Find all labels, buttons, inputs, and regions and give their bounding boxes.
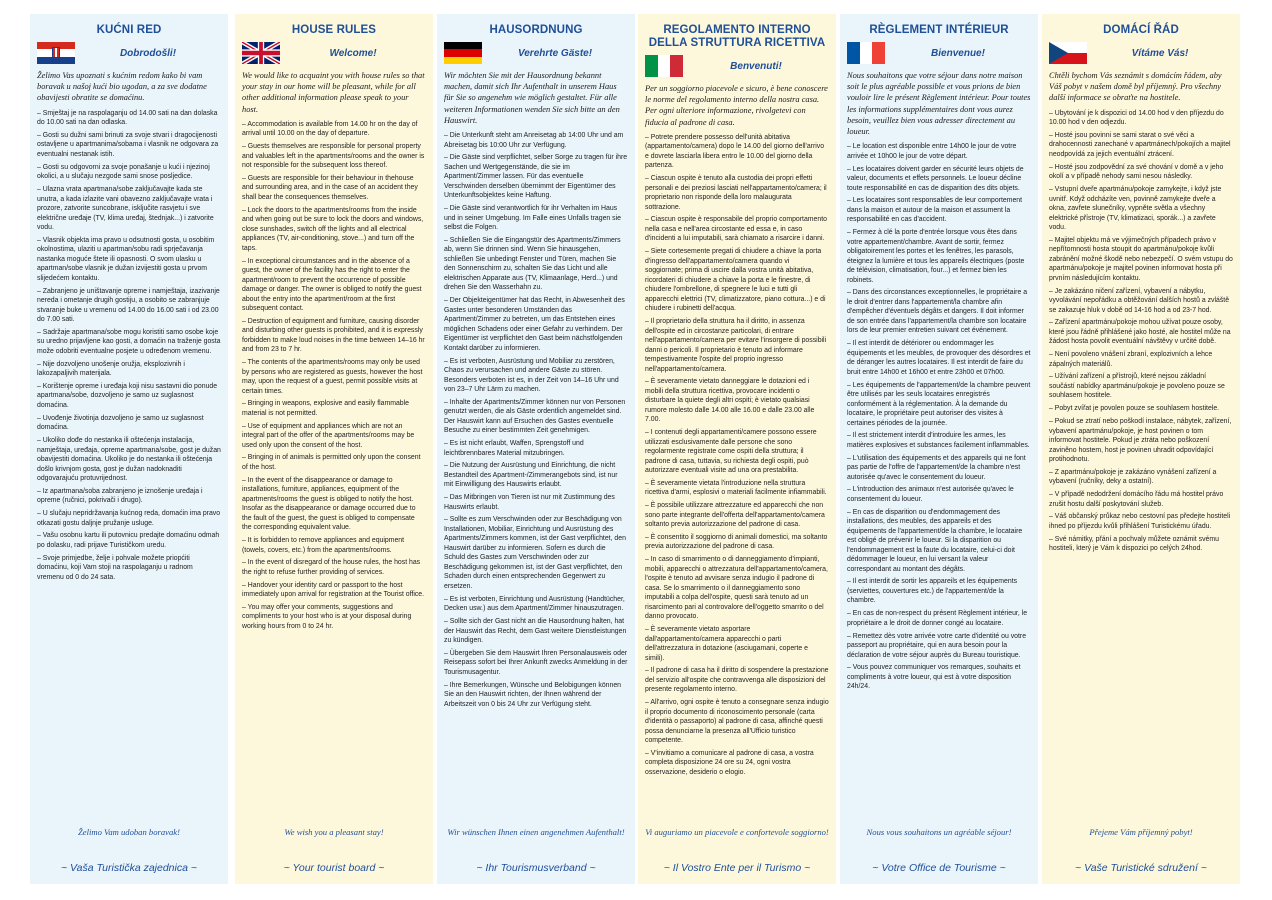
rule-item: – Der Objekteigentümer hat das Recht, in Abwesenheit des Gastes unter besonderen Umständen das Apartment/Zimmer zu betreten, um das Entstehen eines möglichen Schadens oder einer Gefahr zu verhindern. Der Eigentümer ist verpflichtet den Gast beim nächstfolgenden Kontakt darüber zu informieren. [444, 296, 628, 353]
rules-list [847, 142, 1031, 692]
rule-item: – Dans des circonstances exceptionnelles, le propriétaire a le droit d'entrer dans l'appartement/la chambre afin d'empêcher d'éventuels dégâts et dangers. Il doit informer de son entrée dans l'appartement/la chambre son locataire lors de leur premier entretien suivant cet événement. [847, 288, 1031, 336]
czech-flag-icon [1049, 42, 1087, 64]
uk-flag-icon [242, 42, 280, 64]
intro-text: Per un soggiorno piacevole e sicuro, è bene conoscere le norme del regolamento interno della nostra casa. Per ogni ulteriore informazione, rivolgetevi con fiducia al padrone di casa. [645, 84, 828, 127]
greeting: Dobrodošli! [119, 47, 177, 59]
rule-item: – Use of equipment and appliances which are not an integral part of the offer of the apartments/rooms may be used only upon the consent of the host. [242, 422, 426, 451]
rule-item: – In the event of the disappearance or damage to installations, furniture, appliances, equipment of the apartments/rooms the guest is obliged to notify the host. Insofar as the disappearance or damage occurred due to the fault of the guest, the guest is obliged to compensate the corresponding equivalent value. [242, 476, 426, 533]
intro-text: Želimo Vas upoznati s kućnim redom kako bi vam boravak u našoj kući bio ugodan, a za sve dodatne obavijesti obratite se domaćinu. [37, 71, 207, 103]
rule-item: – Es ist nicht erlaubt, Waffen, Sprengstoff und leichtbrennbares Material mitzubringen. [444, 439, 628, 458]
rule-item: – Z apartmánu/pokoje je zakázáno vynášení zařízení a vybavení (ručníky, deky a ostatní). [1049, 468, 1233, 487]
rule-item: – Bringing in of animals is permitted only upon the consent of the host. [242, 453, 426, 472]
flag-row [242, 42, 426, 64]
rule-item: – Sollte sich der Gast nicht an die Hausordnung halten, hat der Hauswirt das Recht, dem Gast weitere Dienstleistungen zu kündigen. [444, 617, 628, 646]
column-title: REGOLAMENTO INTERNO DELLA STRUTTURA RICETTIVA [648, 24, 826, 49]
rule-item: – Ihre Bemerkungen, Wünsche und Belobigungen können Sie an den Hauswirt richten, der Ihnen während der Arbeitszeit von 0 bis 24 Uhr zur Verfügung steht. [444, 681, 628, 710]
intro-text: Nous souhaitons que votre séjour dans notre maison soit le plus agréable possible et vous prions de bien vouloir lire le présent Règlement intérieur. Pour toutes les informations supplémentaires dont vous aurez besoin, veuillez bien vous adresser directement au loueur. [847, 71, 1031, 137]
rule-item: – Gosti su dužni sami brinuti za svoje stvari i dragocijenosti ostavljene u apartmanima/sobama i vlasnik ne odgovara za eventualni nestanak istih. [37, 131, 221, 160]
rule-item: – Majitel objektu má ve výjimečných případech právo v nepřítomnosti hosta stoupit do apartmánu/pokoje kvůli zabránění možné škodě nebo nebezpečí. O svém vstupu do apartmánu/pokoje je majitel povinen informovat hosta při prvním následujícím kontaktu. [1049, 236, 1233, 284]
rule-item: – Schließen Sie die Eingangstür des Apartments/Zimmers ab, wenn Sie drinnen sind. Wenn Sie hinausgehen, schließen Sie unbedingt Fenster und Türen, machen Sie den Sonnenschirm zu, schalten Sie das Licht und alle elektrischen Apparate aus (TV, Klimaanlage, Herd...) und drehen Sie den Wasserhahn zu. [444, 236, 628, 293]
rule-item: – Uvođenje životinja dozvoljeno je samo uz suglasnost domaćina. [37, 414, 221, 433]
rule-item: – Ciascun ospite è tenuto alla custodia dei propri effetti personali e dei preziosi lasciati nell'appartamento/camera; il proprietario non risponde della loro malaugurata sottrazione. [645, 174, 829, 212]
rule-item: – Pobyt zvířat je povolen pouze se souhlasem hostitele. [1049, 404, 1233, 414]
rules-column [30, 14, 228, 884]
closing-wish: We wish you a pleasant stay! [284, 827, 384, 837]
rule-item: – All'arrivo, ogni ospite è tenuto a consegnare senza indugio il proprio documento di riconoscimento personale (carta d'identità o passaporto) al padrone di casa, affinché questi possa denunciarne la presenza all'Ufficio turistico competente. [645, 698, 829, 746]
tourist-board-signature: ~ Votre Office de Tourisme ~ [872, 862, 1006, 874]
rule-item: – Svoje primjedbe, želje i pohvale možete priopćiti domaćinu, koji Vam stoji na raspolaganju u radnom vremenu od 0 do 24 sata. [37, 554, 221, 583]
greeting: Vítáme Vás! [1131, 47, 1189, 59]
closing-wish: Nous vous souhaitons un agréable séjour! [866, 827, 1012, 837]
rule-item: – Die Gäste sind verantwortlich für ihr Verhalten im Haus und in seiner Umgebung. Im Falle eines Unfalls tragen sie selbst die Folgen. [444, 204, 628, 233]
rule-item: – Vous pouvez communiquer vos remarques, souhaits et compliments à votre loueur, qui est à votre disposition 24h/24. [847, 663, 1031, 692]
croatia-flag-icon [37, 42, 75, 64]
rule-item: – È severamente vietata l'introduzione nella struttura ricettiva d'armi, esplosivi o materiali facilmente infiammabili. [645, 479, 829, 498]
rule-item: – Váš občanský průkaz nebo cestovní pas předejte hostiteli ihned po příjezdu kvůli přihlášení Turistickému úřadu. [1049, 512, 1233, 531]
tourist-board-signature: ~ Il Vostro Ente per il Turismo ~ [663, 862, 811, 874]
closing-wish: Wir wünschen Ihnen einen angenehmen Aufenthalt! [447, 827, 625, 837]
rule-item: – Hosté jsou povinni se sami starat o své věci a drahocennosti zanechané v apartmánech/pokojích a majitel neodpovídá za jejich eventuální ztrácení. [1049, 131, 1233, 160]
rule-item: – The contents of the apartments/rooms may only be used by persons who are registered as guests, however the host may, upon the request of a guest, permit possible visits at certain times. [242, 358, 426, 396]
rules-column [1042, 14, 1240, 884]
rule-item: – Les équipements de l'appartement/de la chambre peuvent être utilisés par les seuls locataires enregistrés conformément à la réglementation. À la demande du locataire, le propriétaire peut autoriser des visites à certaines périodes de la journée. [847, 381, 1031, 429]
rule-item: – È severamente vietato asportare dall'appartamento/camera apparecchi o parti dell'attrezzatura in dotazione (asciugamani, coperte e simili). [645, 625, 829, 663]
rule-item: – You may offer your comments, suggestions and compliments to your host who is at your disposal during working hours from 0 to 24 hr. [242, 603, 426, 632]
flag-row [645, 55, 829, 77]
rule-item: – Das Mitbringen von Tieren ist nur mit Zustimmung des Hauswirts erlaubt. [444, 493, 628, 512]
rules-list [645, 133, 829, 778]
rule-item: – Accommodation is available from 14.00 hr on the day of arrival until 10.00 on the day of departure. [242, 120, 426, 139]
intro-text: We would like to acquaint you with house rules so that your stay in our home will be pleasant, while for all other additional information please speak to your host. [242, 71, 425, 114]
rule-item: – Vstupní dveře apartmánu/pokoje zamykejte, i když jste uvnitř. Když odcházíte ven, povinně zamykejte dveře a okna, zavřete slunečníky, vypněte světla a všechny elektrické přístroje (TV, klimatizaci, sporák...) a zavřete vodu. [1049, 185, 1233, 233]
rule-item: – L'introduction des animaux n'est autorisée qu'avec le consentement du loueur. [847, 485, 1031, 504]
column-title: HOUSE RULES [291, 24, 377, 36]
rule-item: – Korištenje opreme i uređaja koji nisu sastavni dio ponude apartmana/sobe, dozvoljeno je samo uz suglasnost domaćina. [37, 382, 221, 411]
rule-item: – Inhalte der Apartments/Zimmer können nur von Personen genutzt werden, die als Gäste ordentlich angemeldet sind. Der Hauswirt kann auf Ersuchen des Gastes eventuelle Besuche zu einer bestimmten Zeit genehmigen. [444, 398, 628, 436]
rule-item: – Pokud se ztratí nebo poškodí instalace, nábytek, zařízení, vybavení apartmánu/pokoje, je host povinen o tom informovat hostitele. Pokud je ztráta nebo poškození zaviněno hostem, host je povinen uhradit odpovídající protihodnotu. [1049, 417, 1233, 465]
rules-list [242, 120, 426, 632]
rule-item: – Potrete prendere possesso dell'unità abitativa (appartamento/camera) dopo le 14.00 del giorno dell'arrivo e dovrete lasciarla libera entro le 10.00 del giorno della partenza. [645, 133, 829, 171]
rule-item: – L'utilisation des équipements et des appareils qui ne font pas partie de l'offre de l'appartement/de la chambre n'est autorisée qu'avec le consentement du loueur. [847, 454, 1031, 483]
rule-item: – Bringing in weapons, explosive and easily flammable material is not permitted. [242, 399, 426, 418]
rules-list [37, 109, 221, 583]
tourist-board-signature: ~ Vaše Turistické sdružení ~ [1075, 862, 1207, 874]
rule-item: – Il est interdit de détériorer ou endommager les équipements et les meubles, de provoquer des désordres et de déranger les autres locataires. Il est interdit de faire du bruit entre 14h00 et 16h00 et entre 23h00 et 07h00. [847, 339, 1031, 377]
rule-item: – Nije dozvoljeno unošenje oružja, eksplozivnih i lakozapaljivih materijala. [37, 360, 221, 379]
rule-item: – Les locataires sont responsables de leur comportement dans la maison et autour de la maison et assument la responsabilité en cas d'accident. [847, 196, 1031, 225]
rule-item: – È possibile utilizzare attrezzature ed apparecchi che non sono parte integrante dell'offerta dell'appartamento/camera soltanto previa autorizzazione del padrone di casa. [645, 501, 829, 530]
column-title: KUĆNI RED [96, 24, 162, 36]
rule-item: – In caso di smarrimento o di danneggiamento d'impianti, mobili, apparecchi o attrezzatura dell'appartamento/camera, l'ospite è tenuto ad avvisare senza indugio il padrone di casa. Se lo smarrimento o il danneggiamento sono imputabili a colpa dell'ospite, questi sarà tenuto ad un risarcimento pari al controvalore dell'oggetto smarrito o del danno provocato. [645, 555, 829, 622]
rule-item: – Il est strictement interdit d'introduire les armes, les matières explosives et substances facilement inflammables. [847, 431, 1031, 450]
rule-item: – Es ist verboten, Einrichtung und Ausrüstung (Handtücher, Decken usw.) aus dem Apartment/Zimmer hinauszutragen. [444, 595, 628, 614]
rule-item: – Sadržaje apartmana/sobe mogu koristiti samo osobe koje su uredno prijavljene kao gosti, a domaćin na traženje gosta može odobriti eventualne posjete u određenom vremenu. [37, 328, 221, 357]
rule-item: – Není povoleno vnášení zbraní, explozivních a lehce zápalných materiálů. [1049, 350, 1233, 369]
rule-item: – In the event of disregard of the house rules, the host has the right to refuse further providing of services. [242, 558, 426, 577]
closing-wish: Přejeme Vám příjemný pobyt! [1089, 827, 1193, 837]
rule-item: – Remettez dès votre arrivée votre carte d'identité ou votre passeport au propriétaire, qui en aura besoin pour la déclaration de votre séjour auprès du Bureau touristique. [847, 632, 1031, 661]
column-title: HAUSORDNUNG [489, 24, 583, 36]
rule-item: – Zabranjeno je uništavanje opreme i namještaja, izazivanje nereda i ometanje drugih gostiju, a osobito se zabranjuje stvaranje buke u vremenu od 14.00 do 16.00 sati i od 23.00 do 7.00 sati. [37, 287, 221, 325]
greeting: Welcome! [329, 47, 377, 59]
rule-item: – Die Nutzung der Ausrüstung und Einrichtung, die nicht Bestandteil des Apartment-/Zimmerangebots sind, ist nur mit Einwilligung des Hauswirts erlaubt. [444, 461, 628, 490]
rule-item: – It is forbidden to remove appliances and equipment (towels, covers, etc.) from the apartments/rooms. [242, 536, 426, 555]
rule-item: – Handover your identity card or passport to the host immediately upon arrival for registration at the Tourist office. [242, 581, 426, 600]
rule-item: – Il padrone di casa ha il diritto di sospendere la prestazione del servizio all'ospite che contravvenga alle disposizioni del presente regolamento interno. [645, 666, 829, 695]
rule-item: – In exceptional circumstances and in the absence of a guest, the owner of the facility has the right to enter the apartment/room to prevent the occurrence of possible damage or danger. The owner is obliged to notify the guest about the entry into the apartment/room at the first subsequent contact. [242, 257, 426, 314]
rule-item: – Sollte es zum Verschwinden oder zur Beschädigung von Installationen, Mobiliar, Einrichtung und Ausrüstung des Apartments/Zimmers kommen, ist der Gast verpflichtet, den Hauswirt darüber zu informieren. Sofern es durch die Schuld des Gastes zum Verschwinden oder zur Beschädigung gekommen ist, ist der Gast verpflichtet, den Schaden durch einen entsprechenden Gegenwert zu ersetzen. [444, 515, 628, 591]
rule-item: – Die Gäste sind verpflichtet, selber Sorge zu tragen für ihre Sachen und Wertgegenstände, die sie im Apartment/Zimmer lassen. Für das eventuelle Verschwinden derselben übernimmt der Eigentümer des Unterkunftsobjektes keine Haftung. [444, 153, 628, 201]
rule-item: – Fermez à clé la porte d'entrée lorsque vous êtes dans votre appartement/chambre. Avant de sortir, fermez obligatoirement les portes et les fenêtres, les parasols, éteignez la lumière et tous les appareils électriques (poste de télévision, climatisation, four...) et fermez bien les robinets. [847, 228, 1031, 285]
rule-item: – Vašu osobnu kartu ili putovnicu predajte domaćinu odmah po dolasku, radi prijave Turističkom uredu. [37, 531, 221, 550]
rule-item: – Smještaj je na raspolaganju od 14.00 sati na dan dolaska do 10.00 sati na dan odlaska. [37, 109, 221, 128]
rule-item: – Gosti su odgovorni za svoje ponašanje u kući i njezinoj okolici, a u slučaju nezgode sami snose posljedice. [37, 163, 221, 182]
closing-wish: Vi auguriamo un piacevole e confortevole soggiorno! [645, 827, 829, 837]
rule-item: – Il proprietario della struttura ha il diritto, in assenza dell'ospite ed in circostanze particolari, di entrare nell'appartamento/camera per evitare l'insorgere di possibili danni o pericoli. Il proprietario è tenuto ad informare tempestivamente l'ospite del proprio ingresso nell'appartamento/camera. [645, 317, 829, 374]
rule-item: – Ukoliko dođe do nestanka ili oštećenja instalacija, namještaja, uređaja, opreme apartmana/sobe, gost je dužan obavijestiti domaćina. Ukoliko je do nestanka ili oštećenja došlo krivnjom gosta, gost je dužan nadoknaditi odgovarajuću protuvrijednost. [37, 436, 221, 484]
rule-item: – Il est interdit de sortir les appareils et les équipements (serviettes, couvertures etc.) de l'appartement/de la chambre. [847, 577, 1031, 606]
greeting: Bienvenue! [931, 47, 985, 59]
rules-column [638, 14, 836, 884]
flag-row [444, 42, 628, 64]
rule-item: – I contenuti degli appartamenti/camere possono essere utilizzati esclusivamente dalle persone che sono regolarmente registrate come ospiti della struttura; il padrone di casa, tuttavia, su richiesta degli ospiti, può autorizzare eventuali visite ad una ora prestabilita. [645, 428, 829, 476]
rule-item: – Siete cortesemente pregati di chiudere a chiave la porta d'ingresso dell'appartamento/camera quando vi soggiornate; prima di uscire dalla vostra unità abitativa, ricordateri di chiudere a chiave la porta e le finestre, di chiudere l'ombrellone, di spegnere le luci e tutti gli apparecchi elettrici (TV, climatizzatore, piano cottura...) e di chiudere i rubinetti dell'acqua. [645, 247, 829, 314]
rule-item: – Guests themselves are responsible for personal property and valuables left in the apartments/rooms and the owner is not responsible for the subsequent loss thereof. [242, 142, 426, 171]
rule-item: – È consentito il soggiorno di animali domestici, ma soltanto previa autorizzazione del padrone di casa. [645, 533, 829, 552]
rule-item: – U slučaju nepridržavanja kućnog reda, domaćin ima pravo otkazati gostu daljnje pružanje usluge. [37, 509, 221, 528]
rule-item: – Übergeben Sie dem Hauswirt Ihren Personalausweis oder Reisepass sofort bei Ihrer Ankunft zwecks Anmeldung in der Tourismusagentur. [444, 649, 628, 678]
tourist-board-signature: ~ Your tourist board ~ [283, 862, 385, 874]
rule-item: – En cas de disparition ou d'endommagement des installations, des meubles, des appareils et des équipements de l'appartement/de la chambre, le locataire est obligé de prévenir le loueur. Si la disparition ou l'endommagement est la faute du locataire, celui-ci doit dédommager le loueur, en lui versant la valeur correspondant au montant des dégâts. [847, 508, 1031, 575]
france-flag-icon [847, 42, 885, 64]
rule-item: – Hosté jsou zodpovědní za své chování v domě a v jeho okolí a v případě nehody sami nesou následky. [1049, 163, 1233, 182]
flag-row [1049, 42, 1233, 64]
rule-item: – Les locataires doivent garder en sécurité leurs objets de valeur, documents et effets personnels. Le loueur décline toute responsabilité en cas de disparition des dits objets. [847, 165, 1031, 194]
flag-row [847, 42, 1031, 64]
column-title: RÈGLEMENT INTÉRIEUR [869, 24, 1009, 36]
rule-item: – Guests are responsible for their behaviour in thehouse and surrounding area, and in the case of an accident they shall bear the consequences themselves. [242, 174, 426, 203]
intro-text: Chtěli bychom Vás seznámit s domácím řádem, aby Váš pobyt v našem domě byl příjemný. Pro všechny další informace se obraťte na hostitele. [1049, 71, 1222, 103]
closing-wish: Želimo Vam udoban boravak! [78, 827, 180, 837]
rules-column [840, 14, 1038, 884]
rule-item: – Lock the doors to the apartments/rooms from the inside and when going out be sure to lock the doors and windows, close sunshades, switch off the lights and all electrical appliances (TV, air-conditioning, stove...) and turn off the taps. [242, 206, 426, 254]
greeting: Benvenuti! [730, 60, 782, 72]
rule-item: – Iz apartmana/soba zabranjeno je iznošenje uređaja i opreme (ručnici, pokrivači i drugo). [37, 487, 221, 506]
rule-item: – Své námitky, přání a pochvaly můžete oznámit svému hostiteli, který je Vám k dispozici po celých 24hod. [1049, 535, 1233, 554]
column-title: DOMÁCÍ ŘÁD [1103, 24, 1179, 36]
rule-item: – Užívání zařízení a přístrojů, které nejsou základní součástí nabídky apartmánu/pokoje je povoleno pouze se souhlasem hostitele. [1049, 372, 1233, 401]
rule-item: – V případě nedodržení domácího řádu má hostitel právo zrušit hostu další poskytování služeb. [1049, 490, 1233, 509]
flag-row [37, 42, 221, 64]
rules-column [235, 14, 433, 884]
rules-list [1049, 109, 1233, 554]
rule-item: – Es ist verboten, Ausrüstung und Mobiliar zu zerstören, Chaos zu verursachen und andere Gäste zu stören. Besonders verboten ist es, in der Zeit von 14–16 Uhr und von 23–7 Uhr Lärm zu machen. [444, 357, 628, 395]
rule-item: – Le location est disponible entre 14h00 le jour de votre arrivée et 10h00 le jour de votre départ. [847, 142, 1031, 161]
tourist-board-signature: ~ Ihr Tourismusverband ~ [476, 862, 596, 874]
rule-item: – Vlasnik objekta ima pravo u odsutnosti gosta, u osobitim okolnostima, ulaziti u apartman/sobu radi sprječavanja nastanka moguće štete ili opasnosti. O svom ulasku u apartman/sobe vlasnik je dužan izvijestiti gosta u prvom slijedećem kontaktu. [37, 236, 221, 284]
rule-item: – È severamente vietato danneggiare le dotazioni ed i mobili della struttura ricettiva, provocare incidenti o disturbare la quiete degli altri ospiti; è vietato qualsiasi rumore molesto dalle 14.00 alle 16.00 e dalle 23.00 alle 7.00. [645, 377, 829, 425]
rules-column [437, 14, 635, 884]
germany-flag-icon [444, 42, 482, 64]
rule-item: – Ulazna vrata apartmana/sobe zaključavajte kada ste unutra, a kada izlazite vani obavezno zaključavajte vrata i prozore, zatvorite suncobrane, isključite rasvjetu i sve električne uređaje (TV, klima uređaj, štednjak...) i zatvorite vodu. [37, 185, 221, 233]
rules-list [444, 131, 628, 709]
rule-item: – Je zakázáno ničení zařízení, vybavení a nábytku, vyvolávání nepořádku a obtěžování dalších hostů a zvláště se zakazuje hluk v době od 14-16 hod a od 23-7 hod. [1049, 287, 1233, 316]
rule-item: – Die Unterkunft steht am Anreisetag ab 14:00 Uhr und am Abreisetag bis 10:00 Uhr zur Verfügung. [444, 131, 628, 150]
greeting: Verehrte Gäste! [517, 47, 593, 59]
rule-item: – Ciascun ospite è responsabile del proprio comportamento nella casa e nell'area circostante ed essa e, in caso d'incidenti a lui imputabili, sarà chiamato a risarcire i danni. [645, 215, 829, 244]
rule-item: – V'invitiamo a comunicare al padrone di casa, a vostra completa disposizione 24 ore su 24, ogni vostra osservazione, desiderio o elogio. [645, 749, 829, 778]
rule-item: – Destruction of equipment and furniture, causing disorder and disturbing other guests is prohibited, and it is expressly forbidden to make loud noises in the time between 14–16 hr and from 23 to 7 hr. [242, 317, 426, 355]
intro-text: Wir möchten Sie mit der Hausordnung bekannt machen, damit sich Ihr Aufenthalt in unserem Haus für Sie so angenehm wie möglich gestaltet. Für alle weiteren Informationen wenden Sie sich bitte an den Hauswirt. [444, 71, 620, 125]
italy-flag-icon [645, 55, 683, 77]
tourist-board-signature: ~ Vaša Turistička zajednica ~ [61, 862, 197, 874]
rule-item: – Zařízení apartmánu/pokoje mohou užívat pouze osoby, které jsou řádně přihlášené jako hosté, ale hostitel může na žádost hosta povolit eventuální návštěvy v určité době. [1049, 318, 1233, 347]
rule-item: – En cas de non-respect du présent Règlement intérieur, le propriétaire a le droit de donner congé au locataire. [847, 609, 1031, 628]
rule-item: – Ubytování je k dispozici od 14.00 hod v den příjezdu do 10.00 hod v den odjezdu. [1049, 109, 1233, 128]
